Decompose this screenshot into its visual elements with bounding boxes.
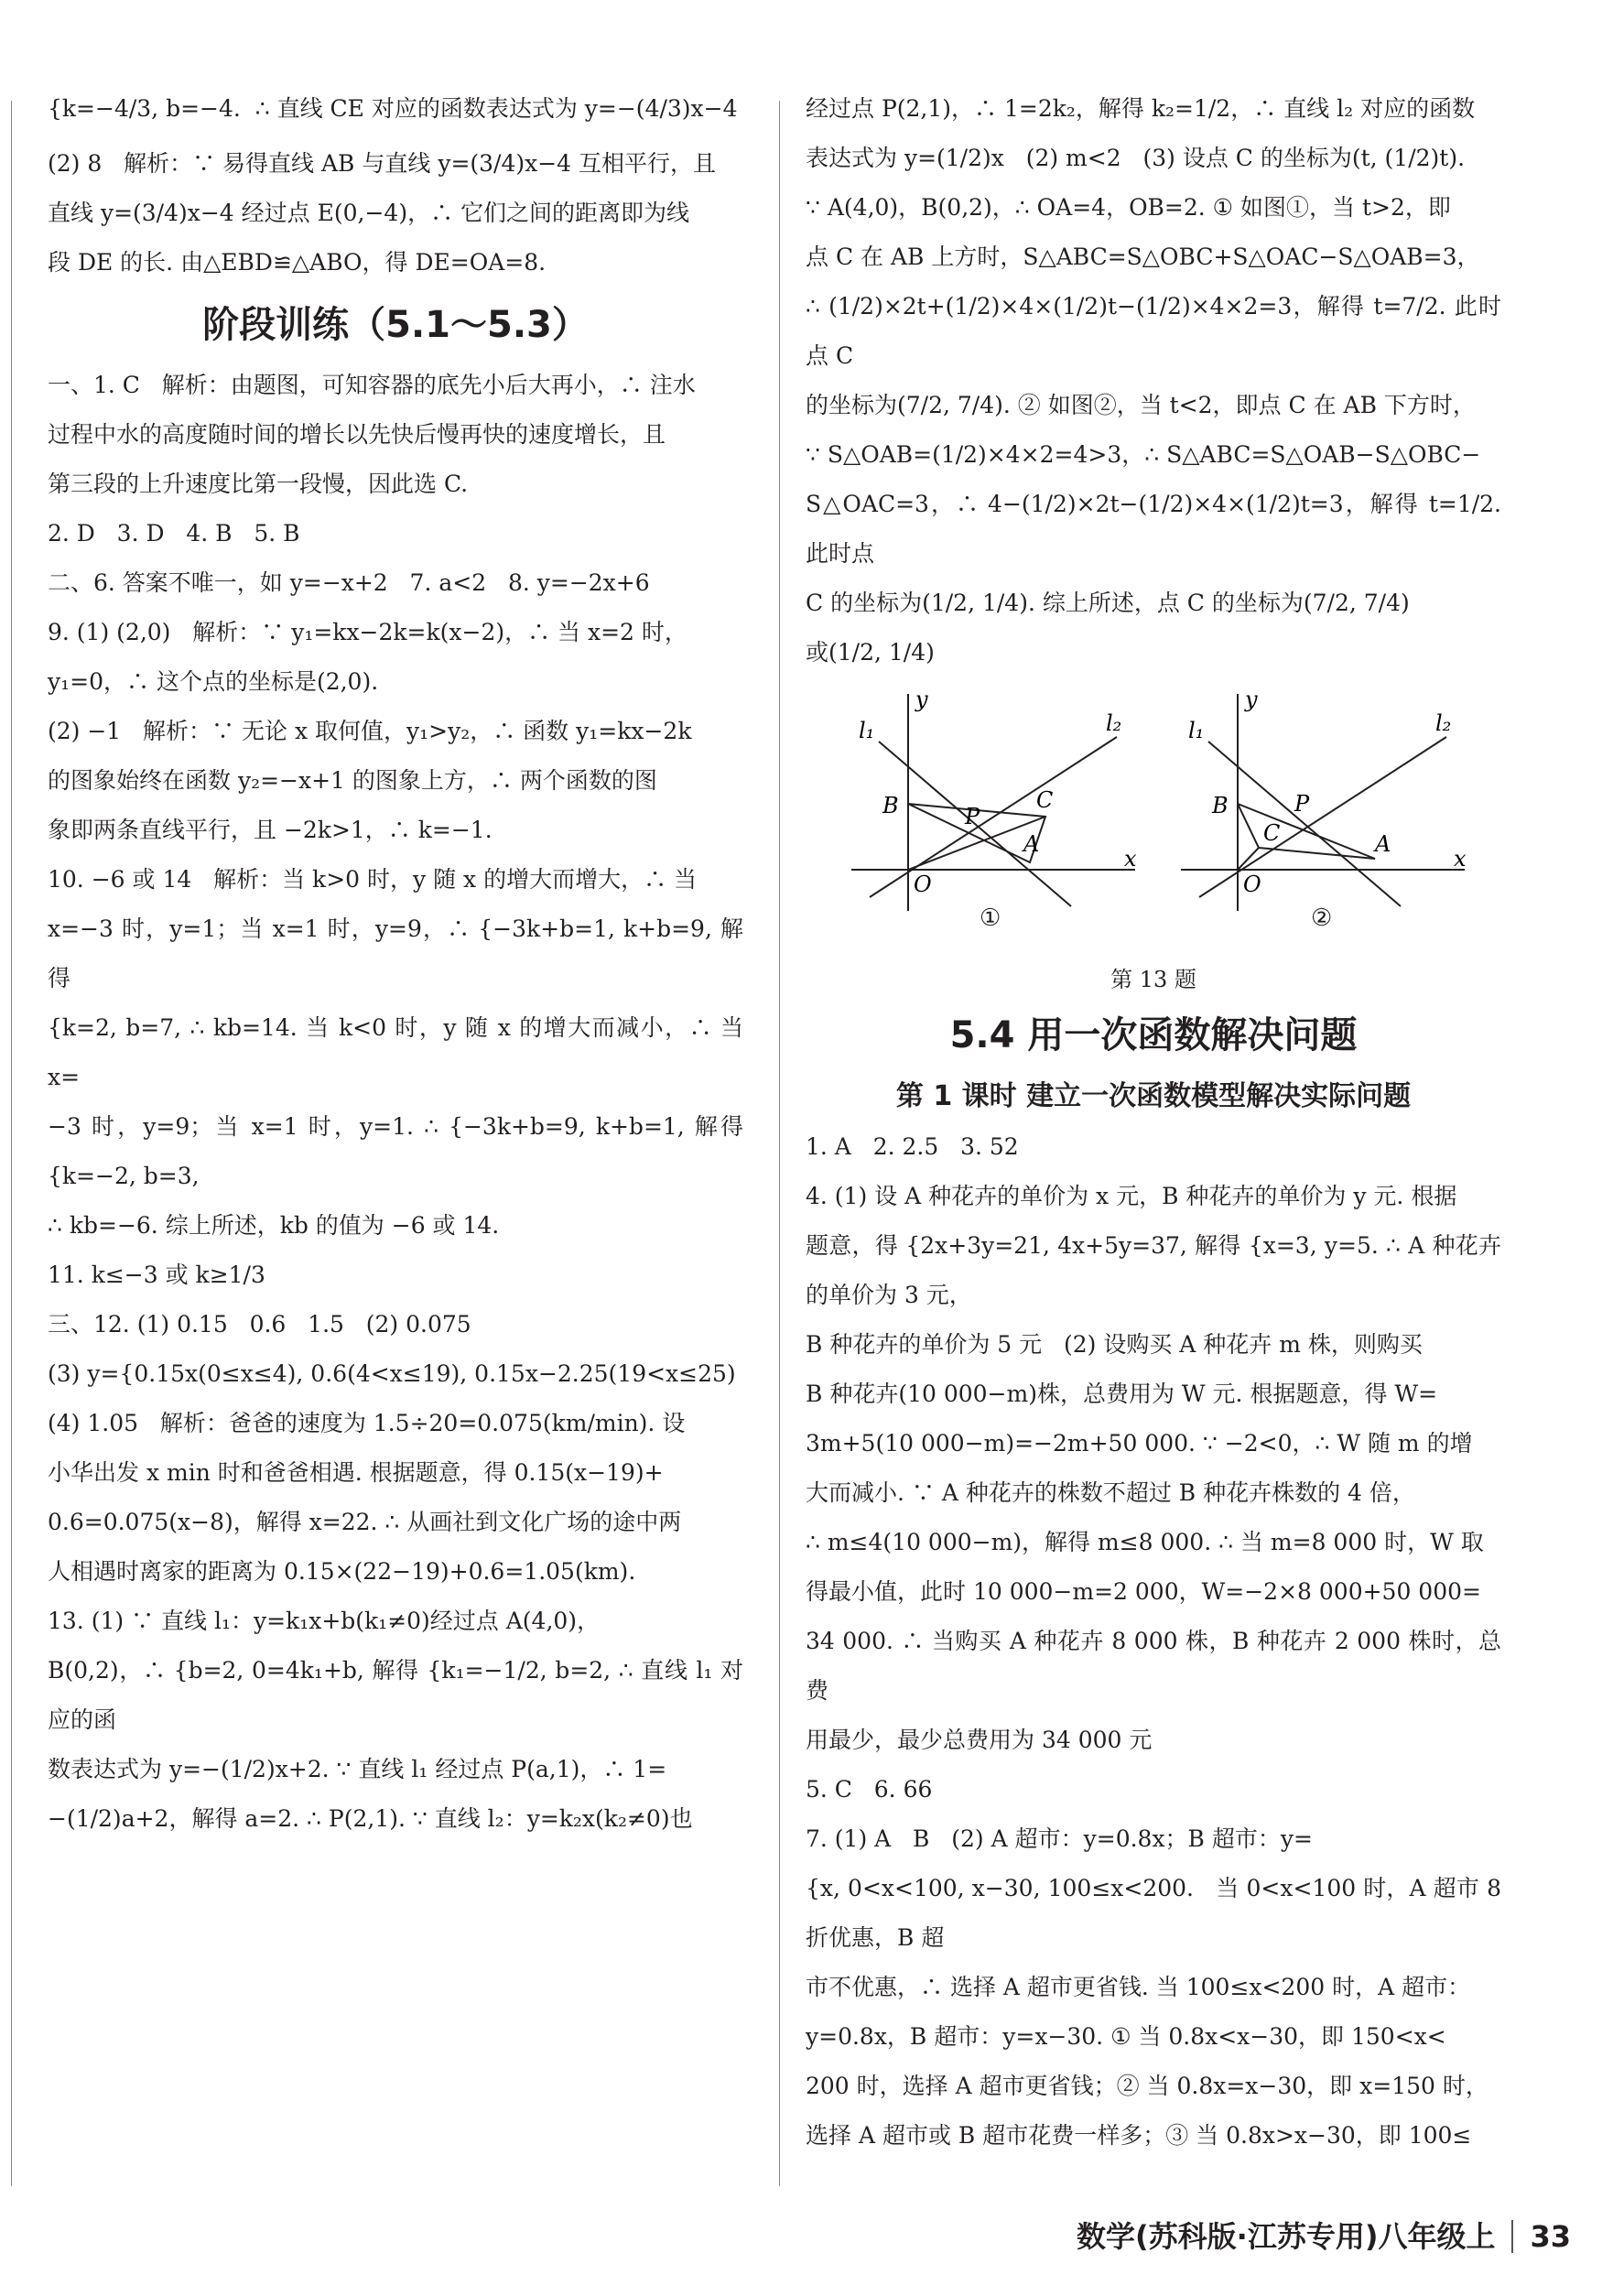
answer-line: 2. D 3. D 4. B 5. B: [48, 520, 300, 547]
answer-line: 点 C 在 AB 上方时，S△ABC=S△OBC+S△OAC−S△OAB=3，: [806, 244, 1480, 270]
answer-line: 第三段的上升速度比第一段慢，因此选 C.: [48, 471, 469, 497]
footer-divider: [1511, 2220, 1513, 2253]
answer-line: 3m+5(10 000−m)=−2m+50 000. ∵ −2<0，∴ W 随 m 的增: [806, 1430, 1473, 1457]
figure-caption: 第 13 题: [1110, 967, 1196, 992]
answer-line: B 种花卉的单价为 5 元 (2) 设购买 A 种花卉 m 株，则购买: [806, 1331, 1423, 1358]
answer-line: 10. −6 或 14 解析：当 k>0 时，y 随 x 的增大而增大，∴ 当: [48, 866, 698, 893]
point-a-label: A: [1375, 831, 1391, 857]
line-l2-label: l₂: [1106, 710, 1122, 736]
answer-line: 三、12. (1) 0.15 0.6 1.5 (2) 0.075: [48, 1311, 471, 1338]
answer-line: 200 时，选择 A 超市更省钱；② 当 0.8x=x−30，即 x=150 时，: [806, 2073, 1489, 2099]
answer-line: 题意，得 {2x+3y=21, 4x+5y=37, 解得 {x=3, y=5. ∴ A 种花卉的单价为 3 元，: [806, 1232, 1501, 1308]
answer-line: ∵ S△OAB=(1/2)×4×2=4>3，∴ S△ABC=S△OAB−S△OBC−: [806, 441, 1481, 468]
book-title: 数学(苏科版·江苏专用)八年级上: [1077, 2219, 1496, 2254]
figure-1-label: ①: [980, 904, 1001, 932]
answer-line: 象即两条直线平行，且 −2k>1，∴ k=−1.: [48, 817, 493, 843]
answer-line: 5. C 6. 66: [806, 1776, 933, 1803]
point-a-label: A: [1023, 831, 1040, 857]
answer-line: ∴ kb=−6. 综上所述，kb 的值为 −6 或 14.: [48, 1212, 500, 1239]
answer-line: (2) −1 解析：∵ 无论 x 取何值，y₁>y₂，∴ 函数 y₁=kx−2k: [48, 718, 692, 744]
answer-line: 二、6. 答案不唯一，如 y=−x+2 7. a<2 8. y=−2x+6: [48, 569, 650, 596]
answer-line: 1. A 2. 2.5 3. 52: [806, 1133, 1019, 1160]
line-l2: [1199, 737, 1446, 897]
answer-line: 大而减小. ∵ A 种花卉的株数不超过 B 种花卉株数的 4 倍，: [806, 1479, 1415, 1506]
figure-pair: [806, 687, 1501, 961]
answer-line: 4. (1) 设 A 种花卉的单价为 x 元，B 种花卉的单价为 y 元. 根据: [806, 1183, 1457, 1209]
column-divider-middle: [779, 101, 780, 2186]
answer-line: 段 DE 的长. 由△EBD≌△ABO，得 DE=OA=8.: [48, 249, 547, 276]
answer-line: B(0,2)，∴ {b=2, 0=4k₁+b, 解得 {k₁=−1/2, b=2, ∴ 直线 l₁ 对应的函: [48, 1657, 743, 1733]
y-axis-label: y: [915, 687, 928, 712]
section-title: 5.4 用一次函数解决问题: [949, 1014, 1358, 1056]
answer-line: 34 000. ∴ 当购买 A 种花卉 8 000 株，B 种花卉 2 000 株时，总费: [806, 1628, 1501, 1704]
answer-line: 的图象始终在函数 y₂=−x+1 的图象上方，∴ 两个函数的图: [48, 767, 657, 794]
answer-line: 经过点 P(2,1)，∴ 1=2k₂，解得 k₂=1/2，∴ 直线 l₂ 对应的函数: [806, 95, 1476, 122]
answer-line: y₁=0，∴ 这个点的坐标是(2,0).: [48, 668, 379, 695]
answer-line: (2) 8 解析：∵ 易得直线 AB 与直线 y=(3/4)x−4 互相平行，且: [48, 150, 717, 177]
answer-line: B 种花卉(10 000−m)株，总费用为 W 元. 根据题意，得 W=: [806, 1381, 1438, 1407]
answer-line: 过程中水的高度随时间的增长以先快后慢再快的速度增长，且: [48, 421, 666, 448]
point-b-label: B: [882, 793, 899, 818]
answer-line: 一、1. C 解析：由题图，可知容器的底先小后大再小，∴ 注水: [48, 372, 696, 398]
answer-line: 数表达式为 y=−(1/2)x+2. ∵ 直线 l₁ 经过点 P(a,1)，∴ 1=: [48, 1756, 667, 1782]
x-axis-label: x: [1454, 846, 1467, 872]
point-c-label: C: [1036, 787, 1054, 813]
answer-line: C 的坐标为(1/2, 1/4). 综上所述，点 C 的坐标为(7/2, 7/4): [806, 590, 1410, 616]
answer-line: 的坐标为(7/2, 7/4). ② 如图②，当 t<2，即点 C 在 AB 下方时，: [806, 392, 1476, 418]
point-p-label: P: [1294, 791, 1310, 817]
line-l2-label: l₂: [1435, 710, 1452, 736]
answer-line: (4) 1.05 解析：爸爸的速度为 1.5÷20=0.075(km/min). 设: [48, 1410, 686, 1436]
answer-line: ∴ m≤4(10 000−m)，解得 m≤8 000. ∴ 当 m=8 000 时，W 取: [806, 1529, 1484, 1555]
answer-line: S△OAC=3，∴ 4−(1/2)×2t−(1/2)×4×(1/2)t=3，解得 t=1/2. 此时点: [806, 491, 1509, 567]
answer-line: 小华出发 x min 时和爸爸相遇. 根据题意，得 0.15(x−19)+: [48, 1459, 664, 1486]
answer-line: 或(1/2, 1/4): [806, 639, 935, 666]
line-l1-label: l₁: [1188, 718, 1205, 743]
answer-line: {k=2, b=7, ∴ kb=14. 当 k<0 时，y 随 x 的增大而减小，∴ 当 x=: [48, 1014, 751, 1090]
answer-line: −3 时，y=9；当 x=1 时，y=1. ∴ {−3k+b=9, k+b=1, 解得 {k=−2, b=3,: [48, 1113, 751, 1189]
page-footer: [1077, 2212, 1571, 2261]
answer-line: 市不优惠，∴ 选择 A 超市更省钱. 当 100≤x<200 时，A 超市：: [806, 1974, 1471, 2000]
origin-label: O: [1243, 872, 1261, 897]
y-axis-label: y: [1245, 687, 1258, 712]
origin-label: O: [914, 872, 932, 897]
x-axis-label: x: [1124, 846, 1137, 872]
page-number: 33: [1530, 2219, 1571, 2254]
answer-line: 选择 A 超市或 B 超市花费一样多；③ 当 0.8x>x−30，即 100≤: [806, 2122, 1472, 2149]
answer-line: 0.6=0.075(x−8)，解得 x=22. ∴ 从画社到文化广场的途中两: [48, 1509, 682, 1535]
answer-line: 表达式为 y=(1/2)x (2) m<2 (3) 设点 C 的坐标为(t, (1/2)t).: [806, 145, 1466, 171]
answer-line: {x, 0<x<100, x−30, 100≤x<200. 当 0<x<100 时，A 超市 8 折优惠，B 超: [806, 1875, 1509, 1951]
answer-line: 人相遇时离家的距离为 0.15×(22−19)+0.6=1.05(km).: [48, 1558, 636, 1585]
answer-line: 7. (1) A B (2) A 超市：y=0.8x；B 超市：y=: [806, 1825, 1313, 1852]
answer-line: 11. k≤−3 或 k≥1/3: [48, 1262, 265, 1288]
point-c-label: C: [1263, 820, 1281, 846]
section-title: 阶段训练（5.1～5.3）: [202, 304, 589, 346]
figure-1: [842, 687, 1144, 915]
answer-line: x=−3 时，y=1；当 x=1 时，y=9，∴ {−3k+b=1, k+b=9, 解得: [48, 915, 743, 991]
answer-line: (3) y={0.15x(0≤x≤4), 0.6(4<x≤19), 0.15x−2.25(19<x≤25): [48, 1360, 736, 1387]
answer-line: 用最少，最少总费用为 34 000 元: [806, 1727, 1153, 1753]
left-column: [48, 84, 751, 1844]
line-l2: [870, 737, 1117, 897]
answer-line: ∴ (1/2)×2t+(1/2)×4×(1/2)t−(1/2)×4×2=3，解得 t=7/2. 此时点 C: [806, 293, 1501, 369]
point-b-label: B: [1212, 793, 1229, 818]
answer-line: 直线 y=(3/4)x−4 经过点 E(0,−4)，∴ 它们之间的距离即为线: [48, 200, 690, 226]
answer-line: −(1/2)a+2，解得 a=2. ∴ P(2,1). ∵ 直线 l₂：y=k₂x(k₂≠0)也: [48, 1805, 693, 1832]
answer-line: 13. (1) ∵ 直线 l₁：y=k₁x+b(k₁≠0)经过点 A(4,0)，: [48, 1608, 601, 1634]
right-column: [806, 84, 1509, 2161]
answer-line: ∵ A(4,0)，B(0,2)，∴ OA=4，OB=2. ① 如图①，当 t>2，即: [806, 194, 1451, 221]
answer-line: 9. (1) (2,0) 解析：∵ y₁=kx−2k=k(x−2)，∴ 当 x=2 时，: [48, 619, 687, 645]
answer-line: {k=−4/3, b=−4. ∴ 直线 CE 对应的函数表达式为 y=−(4/3)x−4: [48, 95, 738, 122]
line-l1-label: l₁: [859, 718, 875, 743]
lesson-title: 第 1 课时 建立一次函数模型解决实际问题: [895, 1080, 1412, 1112]
figure-2-label: ②: [1311, 904, 1333, 932]
column-divider-left: [11, 101, 12, 2186]
point-p-label: P: [965, 804, 980, 829]
figure-2: [1172, 687, 1474, 915]
answer-line: 得最小值，此时 10 000−m=2 000，W=−2×8 000+50 000=: [806, 1578, 1481, 1605]
answer-line: y=0.8x，B 超市：y=x−30. ① 当 0.8x<x−30，即 150<x<: [806, 2023, 1446, 2050]
